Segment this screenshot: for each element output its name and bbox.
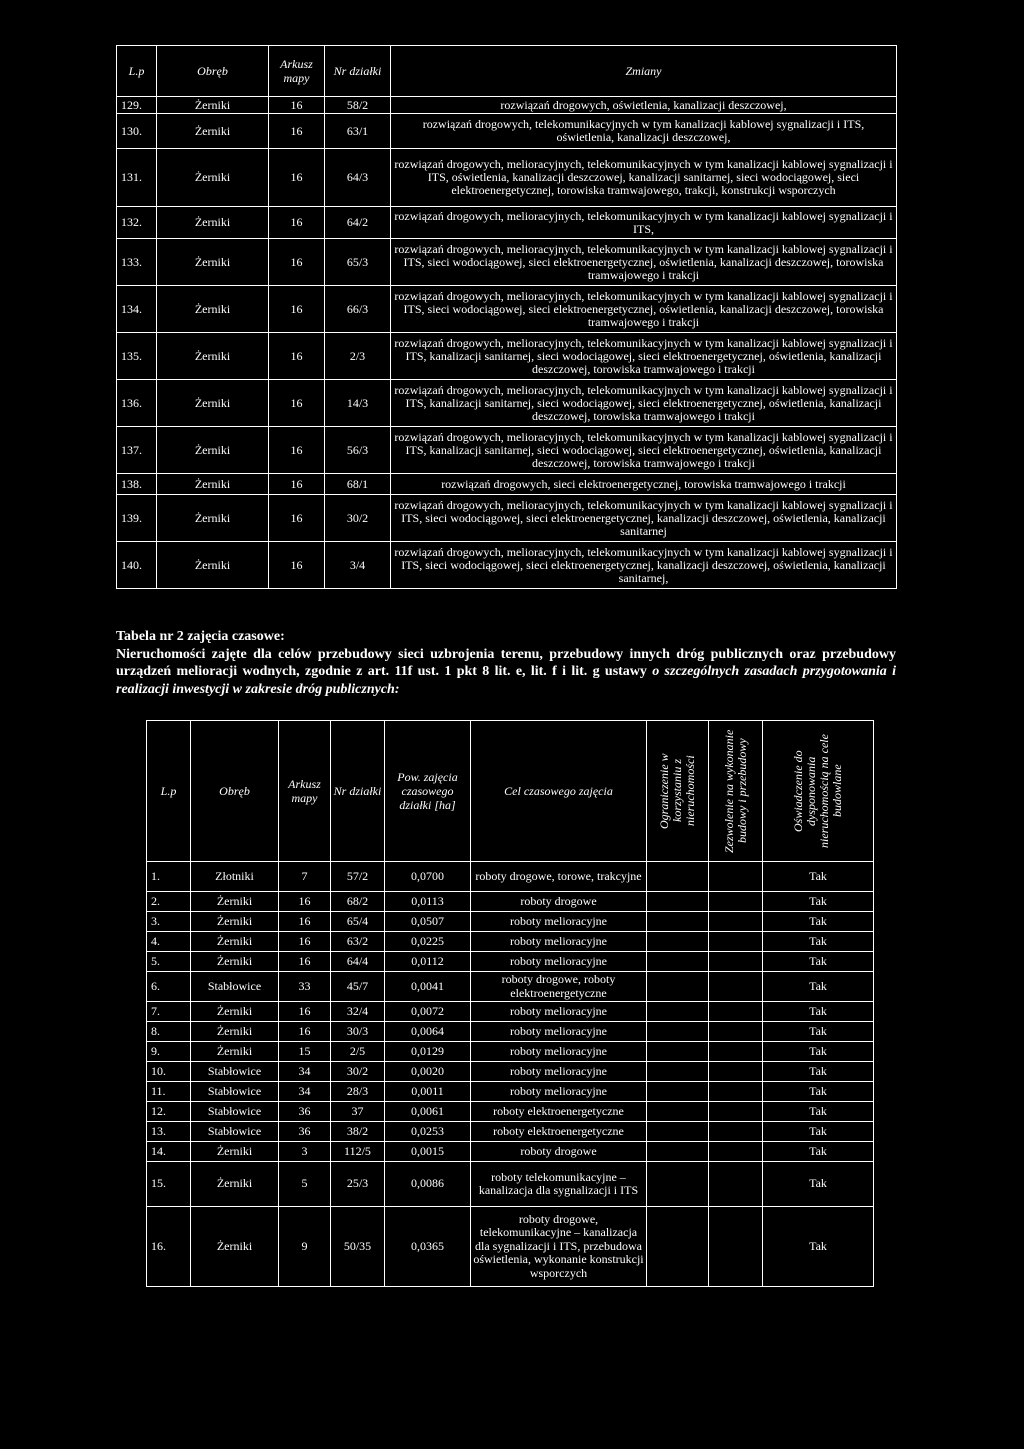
cell-pow: 0,0700 (385, 862, 471, 892)
cell-lp: 6. (147, 972, 191, 1002)
column-header-arkusz: Arkusz mapy (269, 46, 325, 97)
cell-zmiany: rozwiązań drogowych, melioracyjnych, telekomunikacyjnych w tym kanalizacji kablowej sygnalizacji i ITS, sieci wodociągowej, sieci elektroenergetycznej, oświetlenia, kanalizacji deszczowej, torowiska tramwajowego i trakcji (391, 239, 897, 286)
table-row (147, 1042, 874, 1062)
cell-obreb: Żerniki (191, 1207, 279, 1287)
cell-lp: 8. (147, 1022, 191, 1042)
cell-lp: 136. (117, 380, 157, 427)
cell-lp: 135. (117, 333, 157, 380)
description-text: Nieruchomości zajęte dla celów przebudowy sieci uzbrojenia terenu, przebudowy innych dróg publicznych oraz przebudowy urządzeń melioracji wodnych, zgodnie z art. 11f ust. 1 pkt 8 lit. e, lit. f i lit. g ustawy (116, 646, 896, 679)
cell-obreb: Stabłowice (191, 1122, 279, 1142)
cell-zezwolenie (709, 1002, 763, 1022)
cell-oswiadczenie: Tak (763, 932, 874, 952)
cell-zezwolenie (709, 932, 763, 952)
column-header-obreb: Obręb (157, 46, 269, 97)
cell-lp: 12. (147, 1102, 191, 1122)
cell-obreb: Żerniki (157, 542, 269, 589)
cell-arkusz: 7 (279, 862, 331, 892)
cell-zmiany: rozwiązań drogowych, melioracyjnych, telekomunikacyjnych w tym kanalizacji kablowej sygnalizacji i ITS, sieci wodociągowej, sieci elektroenergetycznej, kanalizacji deszczowej, oświetlenia, kanalizacji sanitarnej, (391, 542, 897, 589)
cell-dzialka: 28/3 (331, 1082, 385, 1102)
cell-pow: 0,0113 (385, 892, 471, 912)
cell-obreb: Żerniki (157, 239, 269, 286)
cell-zmiany: rozwiązań drogowych, melioracyjnych, telekomunikacyjnych w tym kanalizacji kablowej sygnalizacji i ITS, kanalizacji sanitarnej, sieci wodociągowej, sieci elektroenergetycznej, oświetlenia, kanalizacji deszczowej, torowiska tramwajowego i trakcji (391, 333, 897, 380)
cell-ograniczenie (647, 1042, 709, 1062)
cell-zezwolenie (709, 862, 763, 892)
cell-arkusz: 9 (279, 1207, 331, 1287)
column-header-cel: Cel czasowego zajęcia (471, 721, 647, 862)
changes-table-body (117, 97, 897, 589)
cell-pow: 0,0064 (385, 1022, 471, 1042)
cell-lp: 134. (117, 286, 157, 333)
cell-zezwolenie (709, 1062, 763, 1082)
table-row (147, 1102, 874, 1122)
cell-zmiany: rozwiązań drogowych, melioracyjnych, telekomunikacyjnych w tym kanalizacji kablowej sygnalizacji i ITS, oświetlenia, kanalizacji deszczowej, kanalizacji sanitarnej, sieci wodociągowej, sieci elektroenergetycznej, torowiska tramwajowego, trakcji, konstrukcji wsporczych (391, 149, 897, 207)
cell-arkusz: 16 (269, 427, 325, 474)
cell-lp: 137. (117, 427, 157, 474)
cell-obreb: Żerniki (157, 207, 269, 239)
cell-pow: 0,0112 (385, 952, 471, 972)
column-header-lp: L.p (117, 46, 157, 97)
cell-zezwolenie (709, 972, 763, 1002)
cell-dzialka: 63/2 (331, 932, 385, 952)
cell-obreb: Żerniki (191, 1042, 279, 1062)
cell-lp: 9. (147, 1042, 191, 1062)
cell-lp: 15. (147, 1162, 191, 1207)
cell-cel: roboty melioracyjne (471, 932, 647, 952)
cell-obreb: Stabłowice (191, 1062, 279, 1082)
temporary-occupation-table-body (147, 862, 874, 1287)
column-header-zezwolenie (709, 721, 763, 862)
cell-lp: 140. (117, 542, 157, 589)
cell-arkusz: 16 (269, 495, 325, 542)
cell-ograniczenie (647, 932, 709, 952)
cell-oswiadczenie: Tak (763, 1042, 874, 1062)
cell-dzialka: 65/4 (331, 912, 385, 932)
cell-cel: roboty melioracyjne (471, 1002, 647, 1022)
cell-dzialka: 2/5 (331, 1042, 385, 1062)
cell-ograniczenie (647, 1102, 709, 1122)
cell-pow: 0,0020 (385, 1062, 471, 1082)
cell-dzialka: 30/3 (331, 1022, 385, 1042)
table-row (147, 1142, 874, 1162)
table-row (147, 1162, 874, 1207)
cell-obreb: Żerniki (191, 892, 279, 912)
cell-ograniczenie (647, 1062, 709, 1082)
table-row (117, 114, 897, 149)
table2-description (116, 646, 896, 699)
cell-cel: roboty melioracyjne (471, 912, 647, 932)
cell-cel: roboty melioracyjne (471, 1042, 647, 1062)
column-header-dzialka: Nr działki (331, 721, 385, 862)
changes-table (116, 45, 897, 589)
cell-arkusz: 16 (269, 286, 325, 333)
cell-obreb: Żerniki (157, 474, 269, 495)
table-row (147, 1082, 874, 1102)
table-row (147, 1022, 874, 1042)
cell-ograniczenie (647, 972, 709, 1002)
cell-obreb: Złotniki (191, 862, 279, 892)
cell-cel: roboty melioracyjne (471, 1062, 647, 1082)
cell-ograniczenie (647, 1122, 709, 1142)
cell-obreb: Żerniki (191, 912, 279, 932)
cell-arkusz: 3 (279, 1142, 331, 1162)
cell-dzialka: 58/2 (325, 97, 391, 114)
table-row (117, 207, 897, 239)
cell-lp: 3. (147, 912, 191, 932)
cell-zmiany: rozwiązań drogowych, melioracyjnych, telekomunikacyjnych w tym kanalizacji kablowej sygnalizacji i ITS, sieci wodociągowej, sieci elektroenergetycznej, kanalizacji deszczowej, oświetlenia, kanalizacji sanitarnej (391, 495, 897, 542)
cell-dzialka: 56/3 (325, 427, 391, 474)
cell-dzialka: 68/1 (325, 474, 391, 495)
cell-oswiadczenie: Tak (763, 1122, 874, 1142)
table-row (117, 495, 897, 542)
cell-arkusz: 16 (269, 474, 325, 495)
cell-obreb: Żerniki (191, 1002, 279, 1022)
cell-pow: 0,0041 (385, 972, 471, 1002)
cell-arkusz: 16 (279, 1022, 331, 1042)
cell-lp: 132. (117, 207, 157, 239)
table-row (147, 932, 874, 952)
cell-ograniczenie (647, 1022, 709, 1042)
cell-dzialka: 14/3 (325, 380, 391, 427)
cell-obreb: Żerniki (191, 1162, 279, 1207)
cell-ograniczenie (647, 1162, 709, 1207)
cell-pow: 0,0507 (385, 912, 471, 932)
cell-zmiany: rozwiązań drogowych, oświetlenia, kanalizacji deszczowej, (391, 97, 897, 114)
cell-dzialka: 66/3 (325, 286, 391, 333)
cell-dzialka: 64/3 (325, 149, 391, 207)
cell-arkusz: 16 (269, 542, 325, 589)
cell-dzialka: 50/35 (331, 1207, 385, 1287)
cell-zmiany: rozwiązań drogowych, telekomunikacyjnych w tym kanalizacji kablowej sygnalizacji i ITS, oświetlenia, kanalizacji deszczowej, (391, 114, 897, 149)
cell-oswiadczenie: Tak (763, 862, 874, 892)
column-header-lp: L.p (147, 721, 191, 862)
table-row (117, 149, 897, 207)
cell-lp: 10. (147, 1062, 191, 1082)
cell-arkusz: 36 (279, 1102, 331, 1122)
cell-lp: 7. (147, 1002, 191, 1022)
cell-cel: roboty drogowe (471, 892, 647, 912)
oswiadczenie-label: Oświadczenie do dysponowania nieruchomością na cele budowlane (791, 734, 844, 848)
cell-obreb: Żerniki (191, 952, 279, 972)
cell-obreb: Żerniki (191, 1142, 279, 1162)
cell-zezwolenie (709, 952, 763, 972)
cell-lp: 2. (147, 892, 191, 912)
cell-oswiadczenie: Tak (763, 892, 874, 912)
cell-arkusz: 16 (279, 912, 331, 932)
cell-pow: 0,0129 (385, 1042, 471, 1062)
cell-arkusz: 16 (279, 1002, 331, 1022)
table-row (147, 1207, 874, 1287)
table-row (117, 542, 897, 589)
cell-arkusz: 16 (269, 239, 325, 286)
cell-dzialka: 64/2 (325, 207, 391, 239)
cell-lp: 4. (147, 932, 191, 952)
cell-oswiadczenie: Tak (763, 1162, 874, 1207)
cell-dzialka: 30/2 (331, 1062, 385, 1082)
column-header-arkusz: Arkusz mapy (279, 721, 331, 862)
table-header-row (147, 721, 874, 862)
cell-dzialka: 57/2 (331, 862, 385, 892)
cell-dzialka: 112/5 (331, 1142, 385, 1162)
cell-lp: 5. (147, 952, 191, 972)
cell-oswiadczenie: Tak (763, 1062, 874, 1082)
cell-oswiadczenie: Tak (763, 1002, 874, 1022)
cell-ograniczenie (647, 952, 709, 972)
cell-lp: 133. (117, 239, 157, 286)
cell-arkusz: 16 (269, 207, 325, 239)
cell-ograniczenie (647, 862, 709, 892)
cell-arkusz: 15 (279, 1042, 331, 1062)
cell-dzialka: 64/4 (331, 952, 385, 972)
cell-zmiany: rozwiązań drogowych, melioracyjnych, telekomunikacyjnych w tym kanalizacji kablowej sygnalizacji i ITS, kanalizacji sanitarnej, sieci wodociągowej, sieci elektroenergetycznej, oświetlenia, kanalizacji deszczowej, torowiska tramwajowego i trakcji (391, 427, 897, 474)
cell-oswiadczenie: Tak (763, 1207, 874, 1287)
cell-lp: 11. (147, 1082, 191, 1102)
cell-lp: 130. (117, 114, 157, 149)
table-row (117, 333, 897, 380)
cell-cel: roboty drogowe (471, 1142, 647, 1162)
cell-cel: roboty telekomunikacyjne – kanalizacja dla sygnalizacji i ITS (471, 1162, 647, 1207)
cell-pow: 0,0011 (385, 1082, 471, 1102)
table-row (117, 239, 897, 286)
table-row (147, 892, 874, 912)
temporary-occupation-table (146, 720, 874, 1287)
cell-obreb: Żerniki (191, 1022, 279, 1042)
cell-obreb: Stabłowice (191, 1102, 279, 1122)
table-row (147, 1062, 874, 1082)
column-header-dzialka: Nr działki (325, 46, 391, 97)
cell-zmiany: rozwiązań drogowych, melioracyjnych, telekomunikacyjnych w tym kanalizacji kablowej sygnalizacji i ITS, kanalizacji sanitarnej, sieci wodociągowej, sieci elektroenergetycznej, oświetlenia, kanalizacji deszczowej, torowiska tramwajowego i trakcji (391, 380, 897, 427)
cell-cel: roboty drogowe, telekomunikacyjne – kanalizacja dla sygnalizacji i ITS, przebudowa oświetlenia, wykonanie konstrukcji wsporczych (471, 1207, 647, 1287)
cell-lp: 138. (117, 474, 157, 495)
cell-lp: 1. (147, 862, 191, 892)
cell-zezwolenie (709, 912, 763, 932)
ograniczenie-label: Ograniczenie w korzystaniu z nieruchomości (657, 753, 697, 829)
cell-oswiadczenie: Tak (763, 1102, 874, 1122)
cell-zezwolenie (709, 1122, 763, 1142)
cell-zmiany: rozwiązań drogowych, melioracyjnych, telekomunikacyjnych w tym kanalizacji kablowej sygnalizacji i ITS, (391, 207, 897, 239)
cell-ograniczenie (647, 1142, 709, 1162)
cell-dzialka: 63/1 (325, 114, 391, 149)
cell-zezwolenie (709, 892, 763, 912)
cell-dzialka: 65/3 (325, 239, 391, 286)
cell-cel: roboty elektroenergetyczne (471, 1102, 647, 1122)
cell-dzialka: 32/4 (331, 1002, 385, 1022)
cell-dzialka: 37 (331, 1102, 385, 1122)
cell-cel: roboty drogowe, roboty elektroenergetyczne (471, 972, 647, 1002)
cell-lp: 139. (117, 495, 157, 542)
cell-cel: roboty melioracyjne (471, 952, 647, 972)
cell-arkusz: 34 (279, 1082, 331, 1102)
column-header-oswiadczenie (763, 721, 874, 862)
cell-oswiadczenie: Tak (763, 1142, 874, 1162)
cell-obreb: Stabłowice (191, 1082, 279, 1102)
cell-obreb: Stabłowice (191, 972, 279, 1002)
cell-oswiadczenie: Tak (763, 1082, 874, 1102)
cell-oswiadczenie: Tak (763, 952, 874, 972)
cell-dzialka: 68/2 (331, 892, 385, 912)
cell-zezwolenie (709, 1042, 763, 1062)
cell-dzialka: 25/3 (331, 1162, 385, 1207)
cell-cel: roboty melioracyjne (471, 1082, 647, 1102)
table-row (117, 97, 897, 114)
cell-dzialka: 45/7 (331, 972, 385, 1002)
table-header-row (117, 46, 897, 97)
cell-pow: 0,0225 (385, 932, 471, 952)
cell-dzialka: 3/4 (325, 542, 391, 589)
cell-zmiany: rozwiązań drogowych, melioracyjnych, telekomunikacyjnych w tym kanalizacji kablowej sygnalizacji i ITS, sieci wodociągowej, sieci elektroenergetycznej, oświetlenia, kanalizacji deszczowej, torowiska tramwajowego i trakcji (391, 286, 897, 333)
cell-arkusz: 16 (269, 114, 325, 149)
cell-lp: 13. (147, 1122, 191, 1142)
table-row (117, 474, 897, 495)
column-header-pow: Pow. zajęcia czasowego działki [ha] (385, 721, 471, 862)
cell-lp: 129. (117, 97, 157, 114)
cell-zmiany: rozwiązań drogowych, sieci elektroenergetycznej, torowiska tramwajowego i trakcji (391, 474, 897, 495)
cell-arkusz: 34 (279, 1062, 331, 1082)
table-row (147, 952, 874, 972)
cell-lp: 131. (117, 149, 157, 207)
cell-ograniczenie (647, 1207, 709, 1287)
cell-lp: 16. (147, 1207, 191, 1287)
table2-heading (116, 628, 896, 698)
table-row (147, 1002, 874, 1022)
cell-pow: 0,0015 (385, 1142, 471, 1162)
cell-oswiadczenie: Tak (763, 1022, 874, 1042)
cell-obreb: Żerniki (157, 333, 269, 380)
cell-cel: roboty melioracyjne (471, 1022, 647, 1042)
cell-ograniczenie (647, 912, 709, 932)
cell-obreb: Żerniki (157, 495, 269, 542)
cell-obreb: Żerniki (157, 286, 269, 333)
table-row (147, 1122, 874, 1142)
table-row (117, 286, 897, 333)
table-row (117, 380, 897, 427)
cell-cel: roboty elektroenergetyczne (471, 1122, 647, 1142)
cell-arkusz: 16 (279, 932, 331, 952)
column-header-zmiany: Zmiany (391, 46, 897, 97)
cell-pow: 0,0086 (385, 1162, 471, 1207)
cell-lp: 14. (147, 1142, 191, 1162)
cell-pow: 0,0061 (385, 1102, 471, 1122)
cell-zezwolenie (709, 1082, 763, 1102)
cell-obreb: Żerniki (157, 114, 269, 149)
cell-ograniczenie (647, 1082, 709, 1102)
cell-ograniczenie (647, 892, 709, 912)
cell-obreb: Żerniki (191, 932, 279, 952)
column-header-obreb: Obręb (191, 721, 279, 862)
cell-arkusz: 16 (279, 892, 331, 912)
cell-obreb: Żerniki (157, 97, 269, 114)
cell-ograniczenie (647, 1002, 709, 1022)
cell-dzialka: 38/2 (331, 1122, 385, 1142)
cell-zezwolenie (709, 1207, 763, 1287)
cell-oswiadczenie: Tak (763, 912, 874, 932)
table2-title: Tabela nr 2 zajęcia czasowe: (116, 629, 285, 644)
zezwolenie-label: Zezwolenie na wykonanie budowy i przebudowy (721, 729, 749, 853)
column-header-ograniczenie (647, 721, 709, 862)
cell-pow: 0,0365 (385, 1207, 471, 1287)
cell-zezwolenie (709, 1022, 763, 1042)
table-row (147, 912, 874, 932)
cell-pow: 0,0253 (385, 1122, 471, 1142)
cell-cel: roboty drogowe, torowe, trakcyjne (471, 862, 647, 892)
act-title: o szczególnych zasadach przygotowania i realizacji inwestycji w zakresie dróg publicznych: (116, 664, 896, 697)
cell-obreb: Żerniki (157, 380, 269, 427)
cell-arkusz: 36 (279, 1122, 331, 1142)
cell-zezwolenie (709, 1162, 763, 1207)
cell-arkusz: 16 (269, 380, 325, 427)
cell-arkusz: 5 (279, 1162, 331, 1207)
cell-zezwolenie (709, 1102, 763, 1122)
cell-arkusz: 33 (279, 972, 331, 1002)
table-row (147, 972, 874, 1002)
cell-arkusz: 16 (279, 952, 331, 972)
cell-zezwolenie (709, 1142, 763, 1162)
cell-obreb: Żerniki (157, 149, 269, 207)
cell-dzialka: 2/3 (325, 333, 391, 380)
cell-dzialka: 30/2 (325, 495, 391, 542)
cell-obreb: Żerniki (157, 427, 269, 474)
cell-arkusz: 16 (269, 149, 325, 207)
cell-arkusz: 16 (269, 333, 325, 380)
table-row (147, 862, 874, 892)
table-row (117, 427, 897, 474)
cell-pow: 0,0072 (385, 1002, 471, 1022)
cell-arkusz: 16 (269, 97, 325, 114)
cell-oswiadczenie: Tak (763, 972, 874, 1002)
